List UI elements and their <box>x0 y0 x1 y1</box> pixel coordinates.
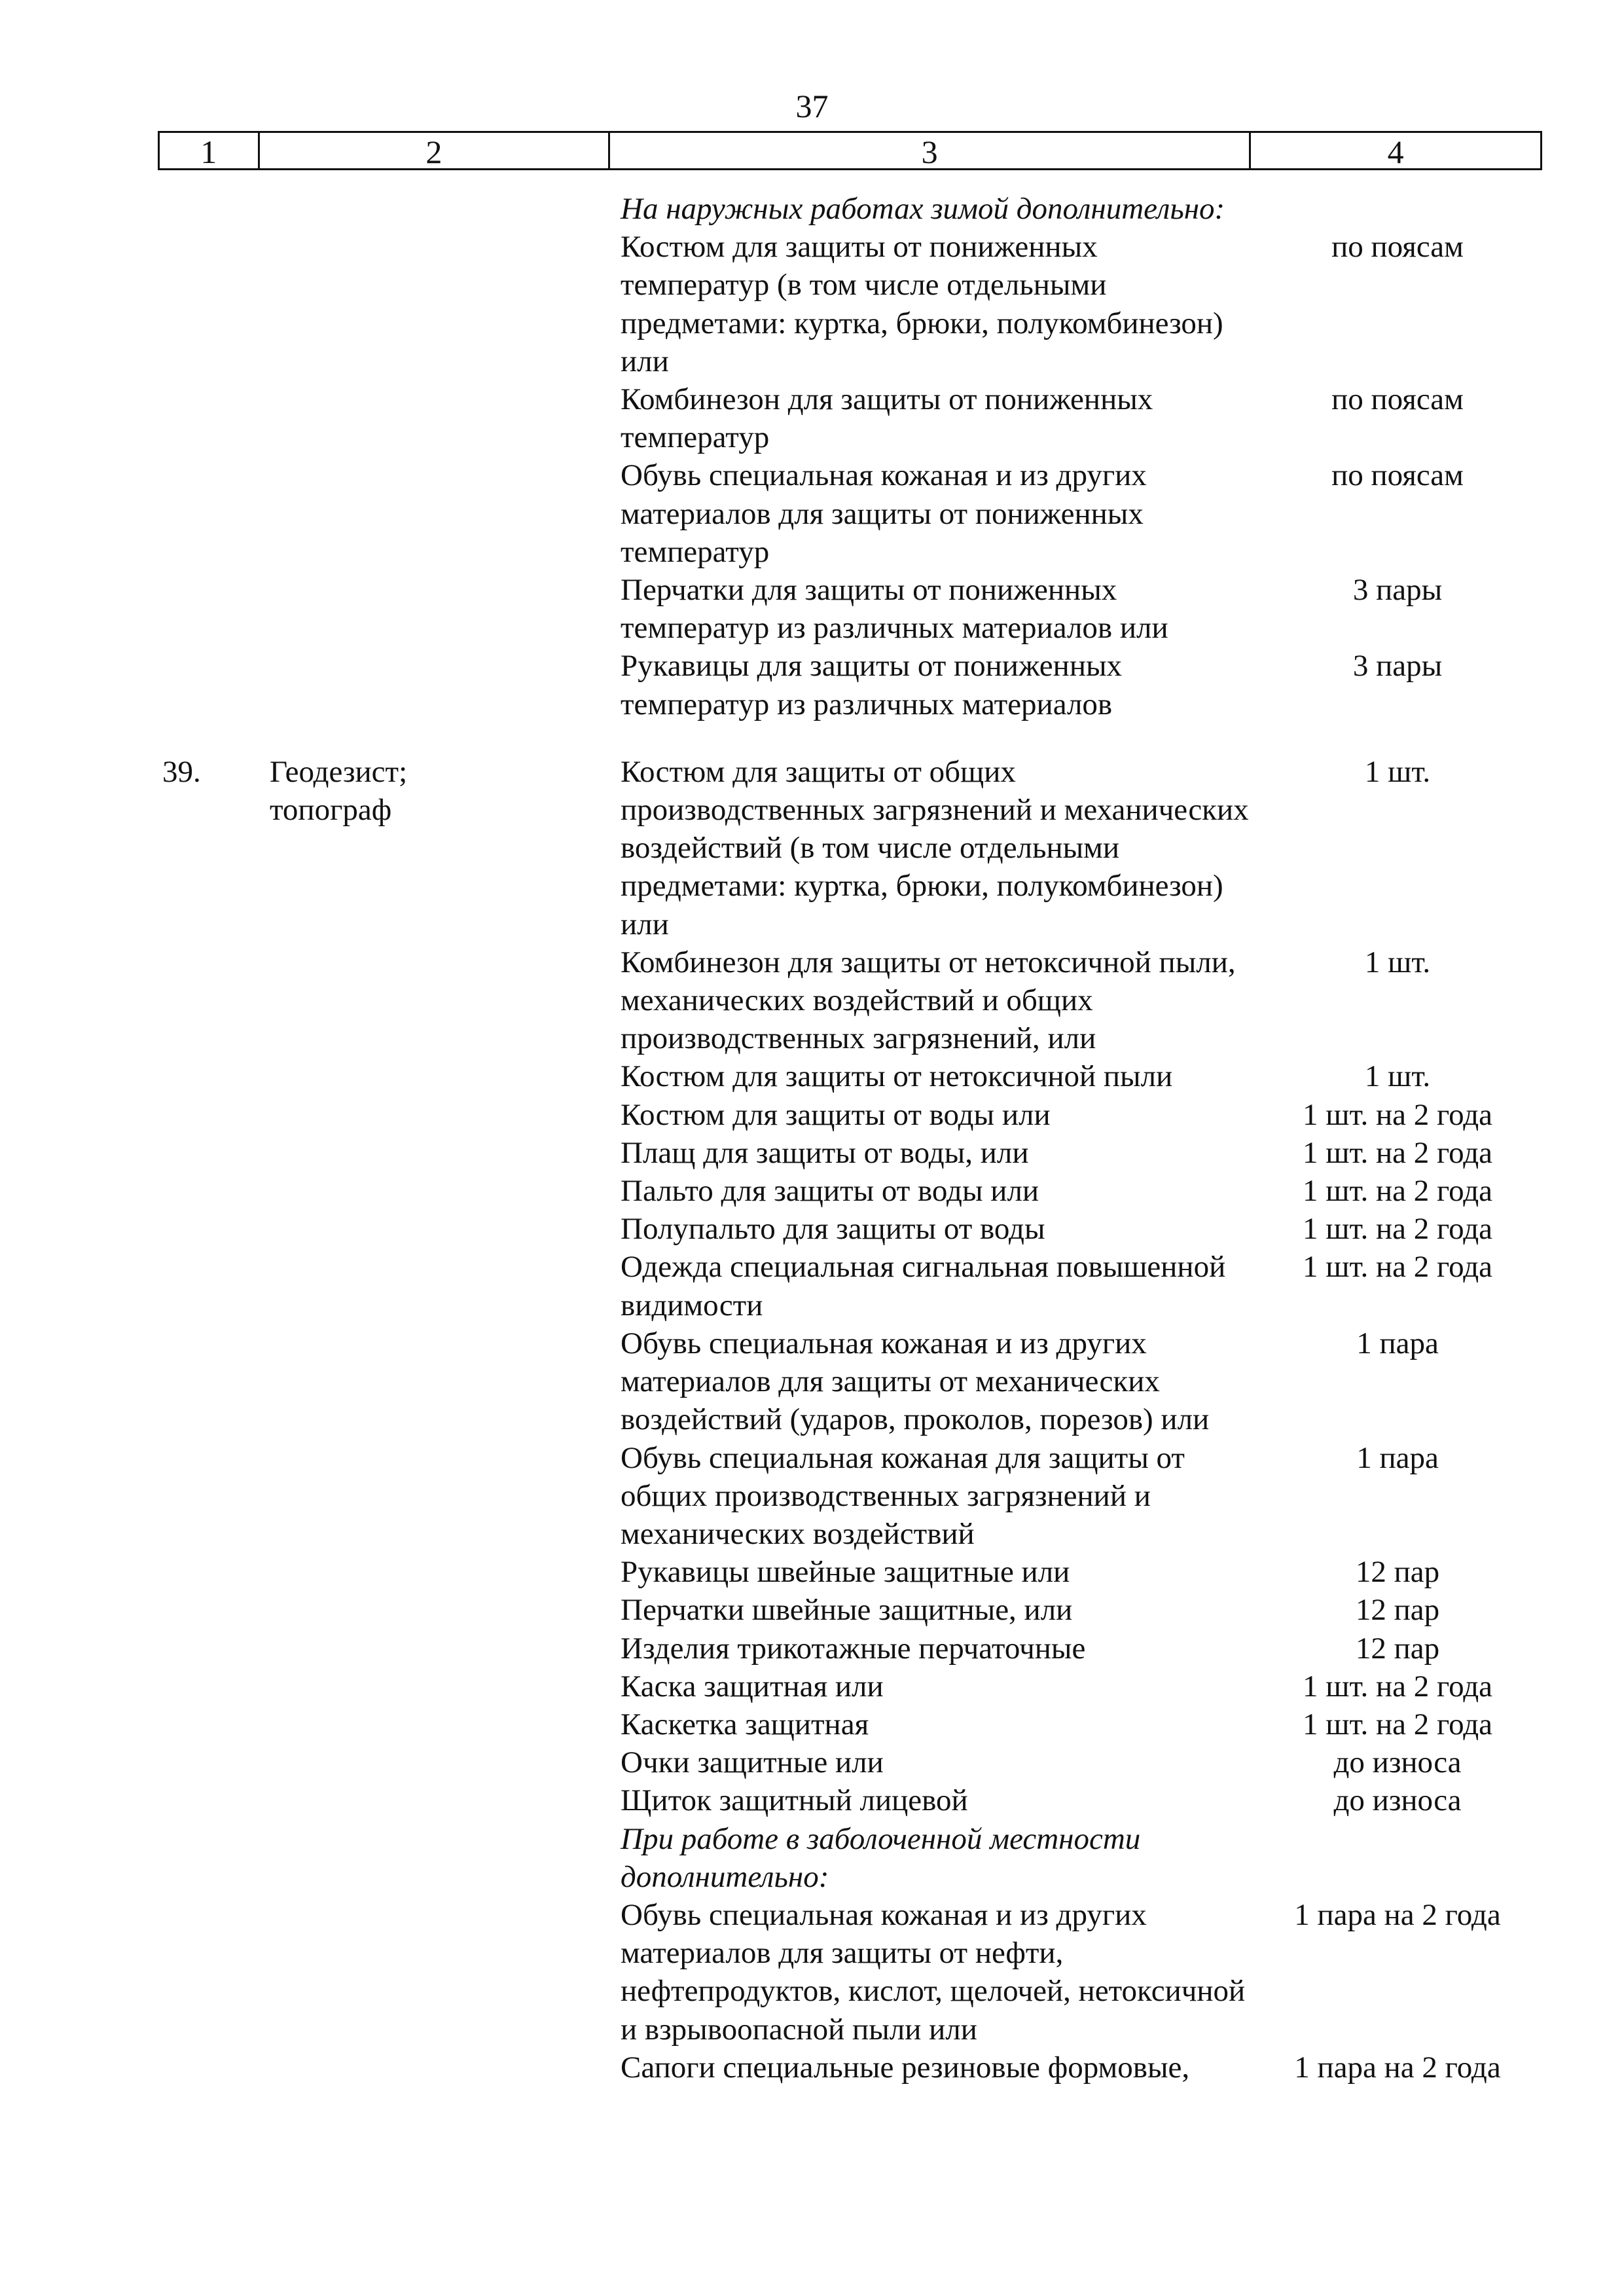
item-norm: 1 пара на 2 года <box>1294 1897 1501 1932</box>
item-name: Обувь специальная кожаная и из других материалов для защиты от нефти, нефтепродуктов, кислот, щелочей, нетоксичной и взрывоопасной пыли или <box>621 1897 1246 2047</box>
job-title-line: топограф <box>270 793 392 828</box>
item-name: Рукавицы швейные защитные или <box>621 1555 1070 1590</box>
table-row <box>0 1667 1624 1705</box>
item-name: Сапоги специальные резиновые формовые, <box>621 2050 1190 2085</box>
item-norm: 3 пары <box>1352 573 1443 608</box>
item-name: Очки защитные или <box>621 1745 884 1780</box>
item-name: Каска защитная или <box>621 1669 884 1704</box>
item-norm: по поясам <box>1331 382 1464 417</box>
item-norm: по поясам <box>1331 458 1464 493</box>
header-col-1: 1 <box>200 134 217 170</box>
item-norm: 12 пар <box>1355 1631 1440 1666</box>
table-header-row <box>158 131 1542 170</box>
item-norm: 3 пары <box>1352 649 1443 683</box>
item-name: Перчатки швейные защитные, или <box>621 1593 1073 1628</box>
table-row <box>0 1553 1624 1591</box>
table-row <box>0 943 1624 1058</box>
table-row <box>0 1630 1624 1667</box>
section-note-swamp <box>0 1820 1624 1896</box>
item-name: Обувь специальная кожаная для защиты от общих производственных загрязнений и механических воздействий <box>621 1440 1185 1551</box>
table-row <box>0 1896 1624 2049</box>
header-col-3: 3 <box>608 133 1249 168</box>
item-name: Костюм для защиты от пониженных температур (в том числе отдельными предметами: куртка, брюки, полукомбинезон) или <box>621 230 1223 378</box>
item-norm: до износа <box>1333 1783 1462 1818</box>
table-row <box>0 1172 1624 1210</box>
item-name: Щиток защитный лицевой <box>621 1783 968 1818</box>
section-note-winter <box>0 190 1624 228</box>
section-note-text: На наружных работах зимой дополнительно: <box>621 192 1225 226</box>
table-row <box>0 1591 1624 1629</box>
item-norm: 1 шт. на 2 года <box>1303 1669 1492 1704</box>
item-name: Пальто для защиты от воды или <box>621 1174 1039 1209</box>
item-name: Плащ для защиты от воды, или <box>621 1135 1029 1170</box>
table-row <box>0 1743 1624 1781</box>
item-name: Каскетка защитная <box>621 1707 869 1741</box>
table-row <box>0 1248 1624 1324</box>
item-name: Обувь специальная кожаная и из других материалов для защиты от пониженных температур <box>621 458 1147 569</box>
table-row <box>0 380 1624 456</box>
table-row <box>0 1324 1624 1439</box>
item-name: Одежда специальная сигнальная повышенной видимости <box>621 1250 1226 1322</box>
item-norm: до износа <box>1333 1745 1462 1780</box>
item-norm: 1 шт. на 2 года <box>1303 1212 1492 1247</box>
table-row <box>0 456 1624 571</box>
job-title <box>270 753 571 829</box>
item-norm: по поясам <box>1331 230 1464 264</box>
item-norm: 12 пар <box>1355 1593 1440 1628</box>
item-norm: 1 шт. на 2 года <box>1303 1135 1492 1170</box>
table-row <box>0 1781 1624 1819</box>
item-name: Костюм для защиты от общих производственных загрязнений и механических воздействий (в том числе отдельными предметами: куртка, брюки, полукомбинезон) или <box>621 754 1249 941</box>
item-name: Комбинезон для защиты от пониженных температур <box>621 382 1153 455</box>
table-row <box>0 1210 1624 1248</box>
item-norm: 1 пара <box>1356 1440 1439 1475</box>
item-norm: 1 шт. на 2 года <box>1303 1174 1492 1209</box>
item-norm: 1 пара на 2 года <box>1294 2050 1501 2085</box>
table-row <box>0 1057 1624 1095</box>
table-row <box>0 1705 1624 1743</box>
table-row <box>0 571 1624 647</box>
table-row <box>0 647 1624 723</box>
job-title-line: Геодезист; <box>270 754 408 789</box>
item-norm: 1 пара <box>1356 1326 1439 1360</box>
table-row <box>0 2049 1624 2086</box>
table-body <box>0 190 1624 2086</box>
table-row <box>0 1439 1624 1554</box>
item-name: Перчатки для защиты от пониженных температур из различных материалов или <box>621 573 1168 646</box>
item-norm: 1 шт. <box>1364 754 1431 789</box>
item-name: Полупальто для защиты от воды <box>621 1212 1045 1247</box>
item-norm: 1 шт. на 2 года <box>1303 1250 1492 1285</box>
item-name: Изделия трикотажные перчаточные <box>621 1631 1086 1666</box>
item-norm: 1 шт. на 2 года <box>1303 1707 1492 1741</box>
item-name: Комбинезон для защиты от нетоксичной пыли, механических воздействий и общих производственных загрязнений, или <box>621 945 1236 1056</box>
table-row <box>0 228 1624 380</box>
section-note-text: При работе в заболоченной местности дополнительно: <box>621 1821 1141 1894</box>
header-col-2: 2 <box>258 133 608 168</box>
table-row <box>0 1134 1624 1172</box>
table-row <box>0 753 1624 943</box>
item-norm: 1 шт. на 2 года <box>1303 1097 1492 1132</box>
table-row <box>0 1096 1624 1134</box>
entry-number: 39. <box>162 754 201 789</box>
header-col-4: 4 <box>1249 133 1540 168</box>
page-number: 37 <box>795 88 829 124</box>
item-name: Обувь специальная кожаная и из других материалов для защиты от механических воздействий (ударов, проколов, порезов) или <box>621 1326 1210 1437</box>
item-name: Костюм для защиты от нетоксичной пыли <box>621 1059 1173 1094</box>
item-name: Рукавицы для защиты от пониженных температур из различных материалов <box>621 649 1123 721</box>
item-norm: 1 шт. <box>1364 1059 1431 1094</box>
item-norm: 12 пар <box>1355 1555 1440 1590</box>
item-norm: 1 шт. <box>1364 945 1431 979</box>
item-name: Костюм для защиты от воды или <box>621 1097 1051 1132</box>
